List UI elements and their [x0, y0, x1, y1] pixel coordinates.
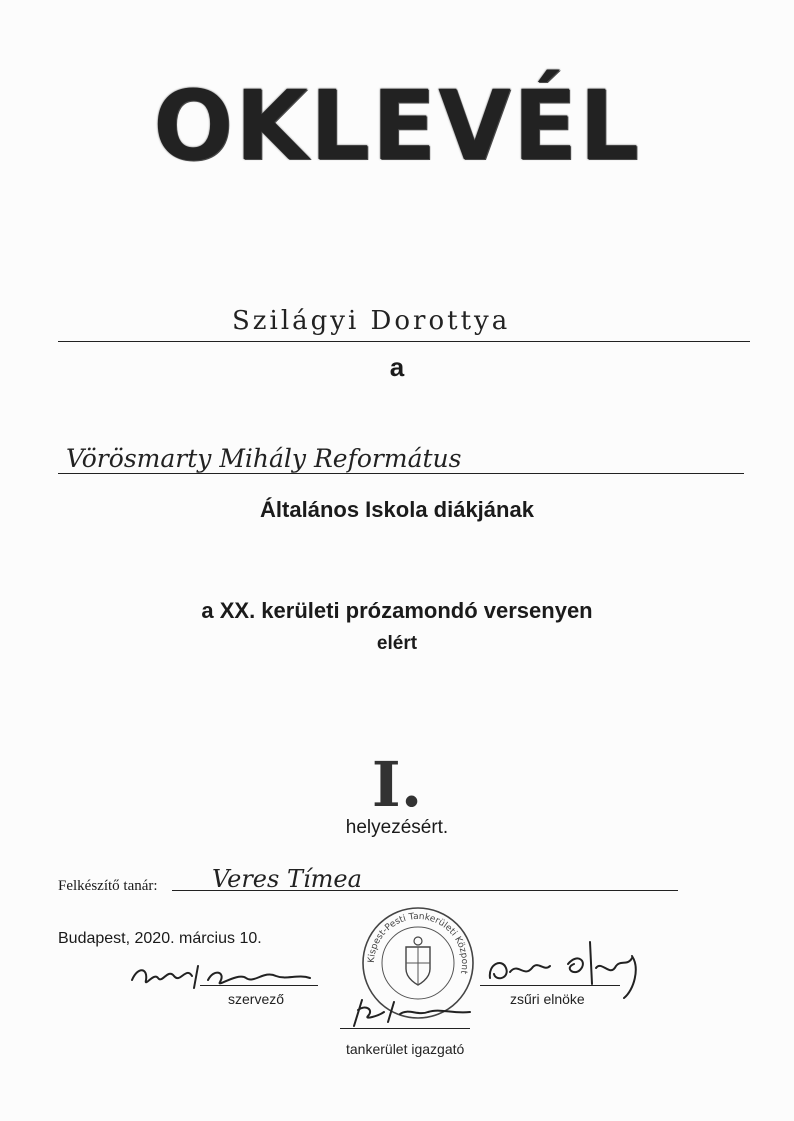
school-line [58, 473, 744, 474]
organizer-label: szervező [228, 991, 285, 1007]
stamp-text: Kispest-Pesti Tankerületi Központ [366, 911, 470, 975]
jury-label: zsűri elnöke [510, 991, 585, 1007]
school-printed: Általános Iskola diákjának [260, 497, 534, 522]
place-number: I. [371, 748, 423, 821]
school-handwritten: Vörösmarty Mihály Református [66, 444, 462, 473]
director-signature [348, 996, 478, 1035]
name-line [58, 341, 750, 342]
connector-a: a [389, 352, 405, 382]
organizer-signature [128, 958, 318, 1003]
diploma-title: OKLEVÉL [153, 70, 641, 182]
teacher-name: Veres Tímea [212, 865, 362, 893]
jury-line [480, 985, 620, 986]
teacher-label: Felkészítő tanár: [58, 878, 158, 894]
director-line [340, 1028, 470, 1029]
teacher-line [172, 890, 678, 891]
competition-line-2: elért [376, 633, 418, 654]
director-label: tankerület igazgató [346, 1041, 465, 1057]
student-name: Szilágyi Dorottya [232, 306, 511, 336]
placement-word: helyezésért. [345, 817, 449, 838]
organizer-line [200, 985, 318, 986]
place-date: Budapest, 2020. március 10. [58, 930, 262, 947]
competition-line-1: a XX. kerületi prózamondó versenyen [201, 598, 593, 623]
